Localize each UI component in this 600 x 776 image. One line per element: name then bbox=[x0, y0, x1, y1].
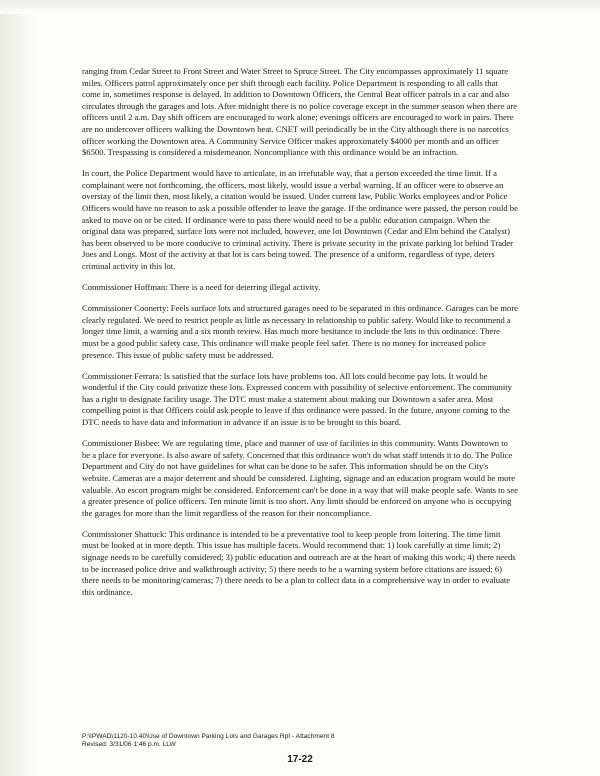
minutes-body bbox=[82, 66, 518, 608]
paragraph-commissioner-ferrara: Commissioner Ferrara: Is satisfied that the surface lots have problems too. All lots could become pay lots. It would be wonderful if the City could privatize these lots. Expressed concern with possibility of selective enforcement. The community has a right to designate facility usage. The DTC must make a statement about making our Downtown a safer area. Most compelling point is that Officers could ask people to leave if this ordinance were passed. In the future, anyone coming to the DTC needs to have data and information in advance if an issue is to be brought to this board. bbox=[82, 370, 512, 428]
paragraph-commissioner-shattuck: Commissioner Shattuck: This ordinance is intended to be a preventative tool to keep people from loitering. The time limit must be looked at in more depth. This issue has multiple facets. Would recommend that: 1) look carefully at time limit; 2) signage needs to be carefully considered; 3) public education and outreach are at the heart of making this work; 4) there needs to be increased police drive and walkthrough activity; 5) there needs to be a warning system before citations are issued; 6) there needs to be monitoring/cameras; 7) there needs to be a plan to collect data in a comprehensive way in order to evaluate this ordinance. bbox=[82, 528, 516, 597]
footer-revised-date: Revised: 3/31/06 1:46 p.m. LLW bbox=[82, 741, 176, 748]
scan-shadow-top bbox=[0, 0, 600, 14]
scan-shadow-left bbox=[0, 0, 36, 776]
paragraph-police-coverage: ranging from Cedar Street to Front Street and Water Street to Spruce Street. The City encompasses approximately 11 square miles. Officers patrol approximately once per shift through each facility. Police Department is responding to all calls that come in, sometimes response is delayed. In addition to Downtown Officers, the Central Beat officer patrols in a car and also circulates through the garages and lots. After midnight there is no police coverage except in the summer season when there are officers until 2 a.m. Day shift officers are encouraged to work alone; evenings officers are encouraged to work in pairs. There are no undercover officers walking the Downtown beat. CNET will periodically be in the City although there is no narcotics officer working the Downtown area. A Community Service Officer makes approximately $4000 per month and an officer $6500. Trespassing is considered a misdemeanor. Noncompliance with this ordinance would be an infraction. bbox=[82, 66, 518, 158]
paragraph-commissioner-bisbee: Commissioner Bisbee: We are regulating time, place and manner of use of facilities in this community. Wants Downtown to be a place for everyone. Is also aware of safety. Concerned that this ordinance won't do what staff intends it to do. The Police Department and City do not have guidelines for what can be done to be safer. This information should be on the City's website. Cameras are a major deterrent and should be considered. Lighting, signage and an education program would be more valuable. An escort program might be considered. Enforcement can't be done in a way that will make people safe. Wants to see a greater presence of police officers. Ten minute limit is too short. Any limit should be enforced on anyone who is occupying the garages for more than the limit regardless of the reason for their noncompliance. bbox=[82, 438, 518, 518]
footer-file-path: P:\IPWAD\1120-10.40\Use of Downtown Parking Lots and Garages Rpt - Attachment 8 bbox=[82, 733, 335, 740]
document-footer bbox=[82, 733, 522, 749]
paragraph-commissioner-hoffman: Commissioner Hoffman: There is a need for deterring illegal activity. bbox=[82, 282, 321, 293]
paragraph-commissioner-coonerty: Commissioner Coonerty: Feels surface lots and structured garages need to be separated in this ordinance. Garages can be more clearly regulated. We need to restrict people as little as necessary in relationship to public safety. Would like to recommend a longer time limit, a warning and a six month review. Has much more hesitance to include the lots in this ordinance. There must be a good public safety case. This ordinance will make people feel safer. There is no money for increased police presence. This issue of public safety must be addressed. bbox=[82, 303, 518, 360]
page-number: 17-22 bbox=[287, 754, 313, 765]
paragraph-court-enforcement: In court, the Police Department would have to articulate, in an irrefutable way, that a person exceeded the time limit. If a complainant were not forthcoming, the officers, most likely, would issue a verbal warning. If an officer were to observe an overstay of the limit then, most likely, a citation would be issued. Under current law, Public Works employees and/or Police Officers would have no reason to ask a possible offender to leave the garage. If the ordinance were passed, the person could be asked to move on or be cited. If ordinance were to pass there would need to be a public education campaign. When the original data was prepared, surface lots were not included, however, one lot Downtown (Cedar and Elm behind the Catalyst) has been observed to be more conducive to criminal activity. There is private security in the private parking lot behind Trader Joes and Longs. Most of the activity at that lot is cars being towed. The presence of a uniform, regardless of type, deters criminal activity in this lot. bbox=[82, 168, 518, 271]
